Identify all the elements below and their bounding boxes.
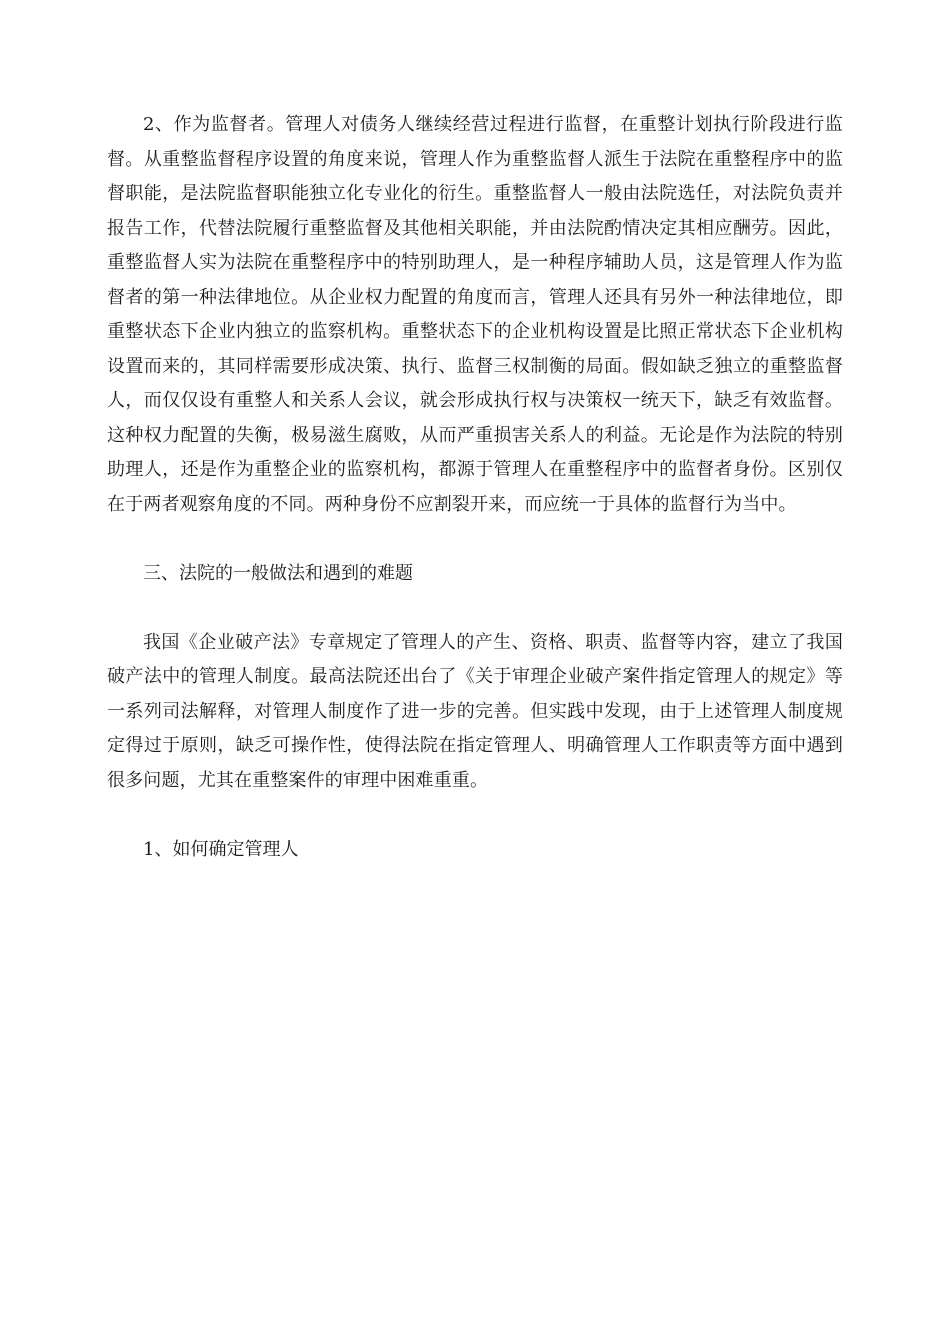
paragraph-supervisor-role: 2、作为监督者。管理人对债务人继续经营过程进行监督，在重整计划执行阶段进行监督。从重整监督程序设置的角度来说，管理人作为重整监督人派生于法院在重整程序中的监督职能，是法院监督职能独立化专业化的衍生。重整监督人一般由法院选任，对法院负责并报告工作，代替法院履行重整监督及其他相关职能，并由法院酌情决定其相应酬劳。因此，重整监督人实为法院在重整程序中的特别助理人，是一种程序辅助人员，这是管理人作为监督者的第一种法律地位。从企业权力配置的角度而言，管理人还具有另外一种法律地位，即重整状态下企业内独立的监察机构。重整状态下的企业机构设置是比照正常状态下企业机构设置而来的，其同样需要形成决策、执行、监督三权制衡的局面。假如缺乏独立的重整监督人，而仅仅设有重整人和关系人会议，就会形成执行权与决策权一统天下，缺乏有效监督。这种权力配置的失衡，极易滋生腐败，从而严重损害关系人的利益。无论是作为法院的特别助理人，还是作为重整企业的监察机构，都源于管理人在重整程序中的监督者身份。区别仅在于两者观察角度的不同。两种身份不应割裂开来，而应统一于具体的监督行为当中。 <box>107 114 843 515</box>
section-heading-court-practice: 三、法院的一般做法和遇到的难题 <box>143 562 413 584</box>
paragraph-gap <box>107 522 843 557</box>
paragraph-bankruptcy-law: 我国《企业破产法》专章规定了管理人的产生、资格、职责、监督等内容，建立了我国破产法中的管理人制度。最高法院还出台了《关于审理企业破产案件指定管理人的规定》等一系列司法解释，对管理人制度作了进一步的完善。但实践中发现，由于上述管理人制度规定得过于原则，缺乏可操作性，使得法院在指定管理人、明确管理人工作职责等方面中遇到很多问题，尤其在重整案件的审理中困难重重。 <box>107 631 843 791</box>
document-page <box>107 100 843 867</box>
paragraph-gap <box>107 798 843 833</box>
subheading-determine-administrator: 1、如何确定管理人 <box>143 838 299 860</box>
paragraph-gap <box>107 591 843 626</box>
